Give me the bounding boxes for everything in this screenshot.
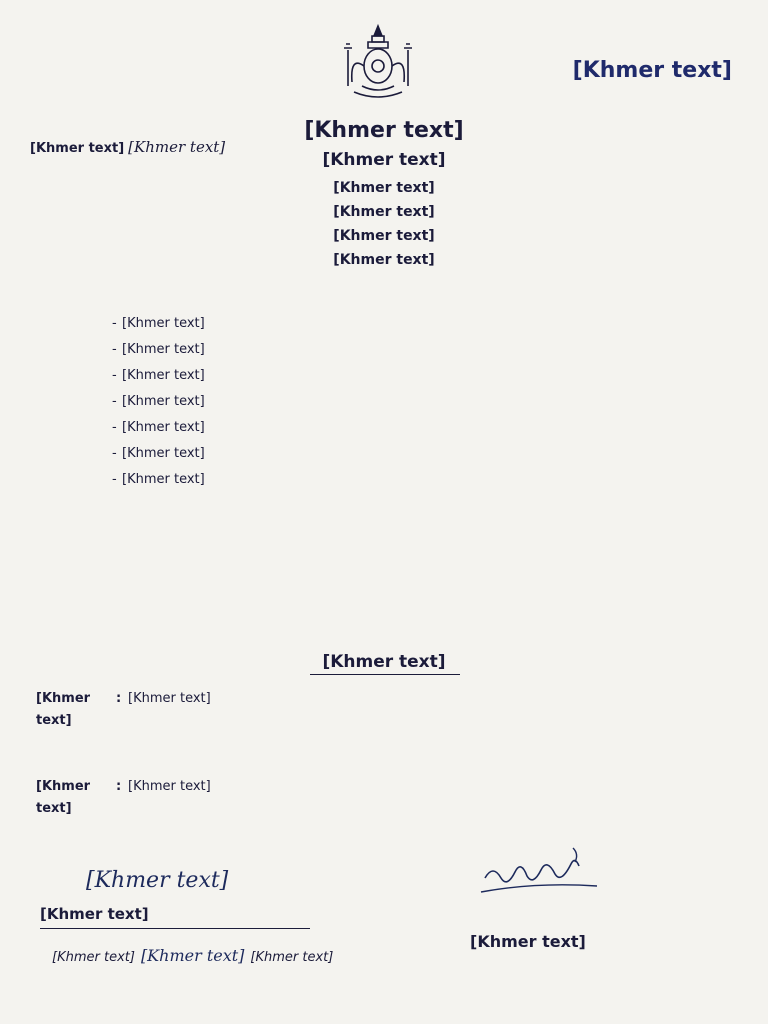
reference-number-printed: [Khmer text] <box>30 141 125 156</box>
decree-heading: [Khmer text] <box>322 652 446 672</box>
consideration-item: - [Khmer text] <box>112 364 712 388</box>
reference-number-handwritten: [Khmer text] <box>128 138 226 156</box>
place-date-prefix: [Khmer text] <box>52 950 135 965</box>
document-type-title: [Khmer text] <box>304 118 464 143</box>
king-title-line: [Khmer text] <box>333 180 435 196</box>
category-stamp: [Khmer text] <box>572 58 732 83</box>
consideration-item: - [Khmer text] <box>112 468 712 492</box>
signature-icon <box>475 842 605 902</box>
king-title-line: [Khmer text] <box>333 228 435 244</box>
article-label: [Khmer text] <box>36 691 91 728</box>
signer-name: [Khmer text] <box>470 932 586 951</box>
consideration-item: - [Khmer text] <box>112 442 712 466</box>
consideration-item: - [Khmer text] <box>112 312 712 336</box>
article-colon: : <box>116 779 122 794</box>
article-label: [Khmer text] <box>36 779 91 816</box>
promulgation-underline <box>40 928 310 929</box>
article-2 <box>36 776 736 816</box>
article-colon: : <box>116 691 122 706</box>
day-handwritten: [Khmer text] <box>140 946 245 965</box>
consideration-item: - [Khmer text] <box>112 416 712 440</box>
consideration-item: - [Khmer text] <box>112 390 712 414</box>
king-title-line: [Khmer text] <box>333 204 435 220</box>
article-text: [Khmer text] <box>128 691 211 706</box>
article-text: [Khmer text] <box>128 779 211 794</box>
place-date-suffix: [Khmer text] <box>250 950 334 965</box>
place-and-date <box>52 946 333 965</box>
consideration-item: - [Khmer text] <box>112 338 712 362</box>
promulgation-note: [Khmer text] <box>40 905 149 923</box>
we-heading: [Khmer text] <box>322 150 446 170</box>
handwritten-registration-number: [Khmer text] <box>86 868 229 893</box>
king-title-line: [Khmer text] <box>333 252 435 268</box>
royal-emblem-icon <box>338 22 418 102</box>
decree-heading-underline <box>310 674 460 675</box>
article-1 <box>36 688 736 728</box>
considerations-list <box>112 312 712 494</box>
